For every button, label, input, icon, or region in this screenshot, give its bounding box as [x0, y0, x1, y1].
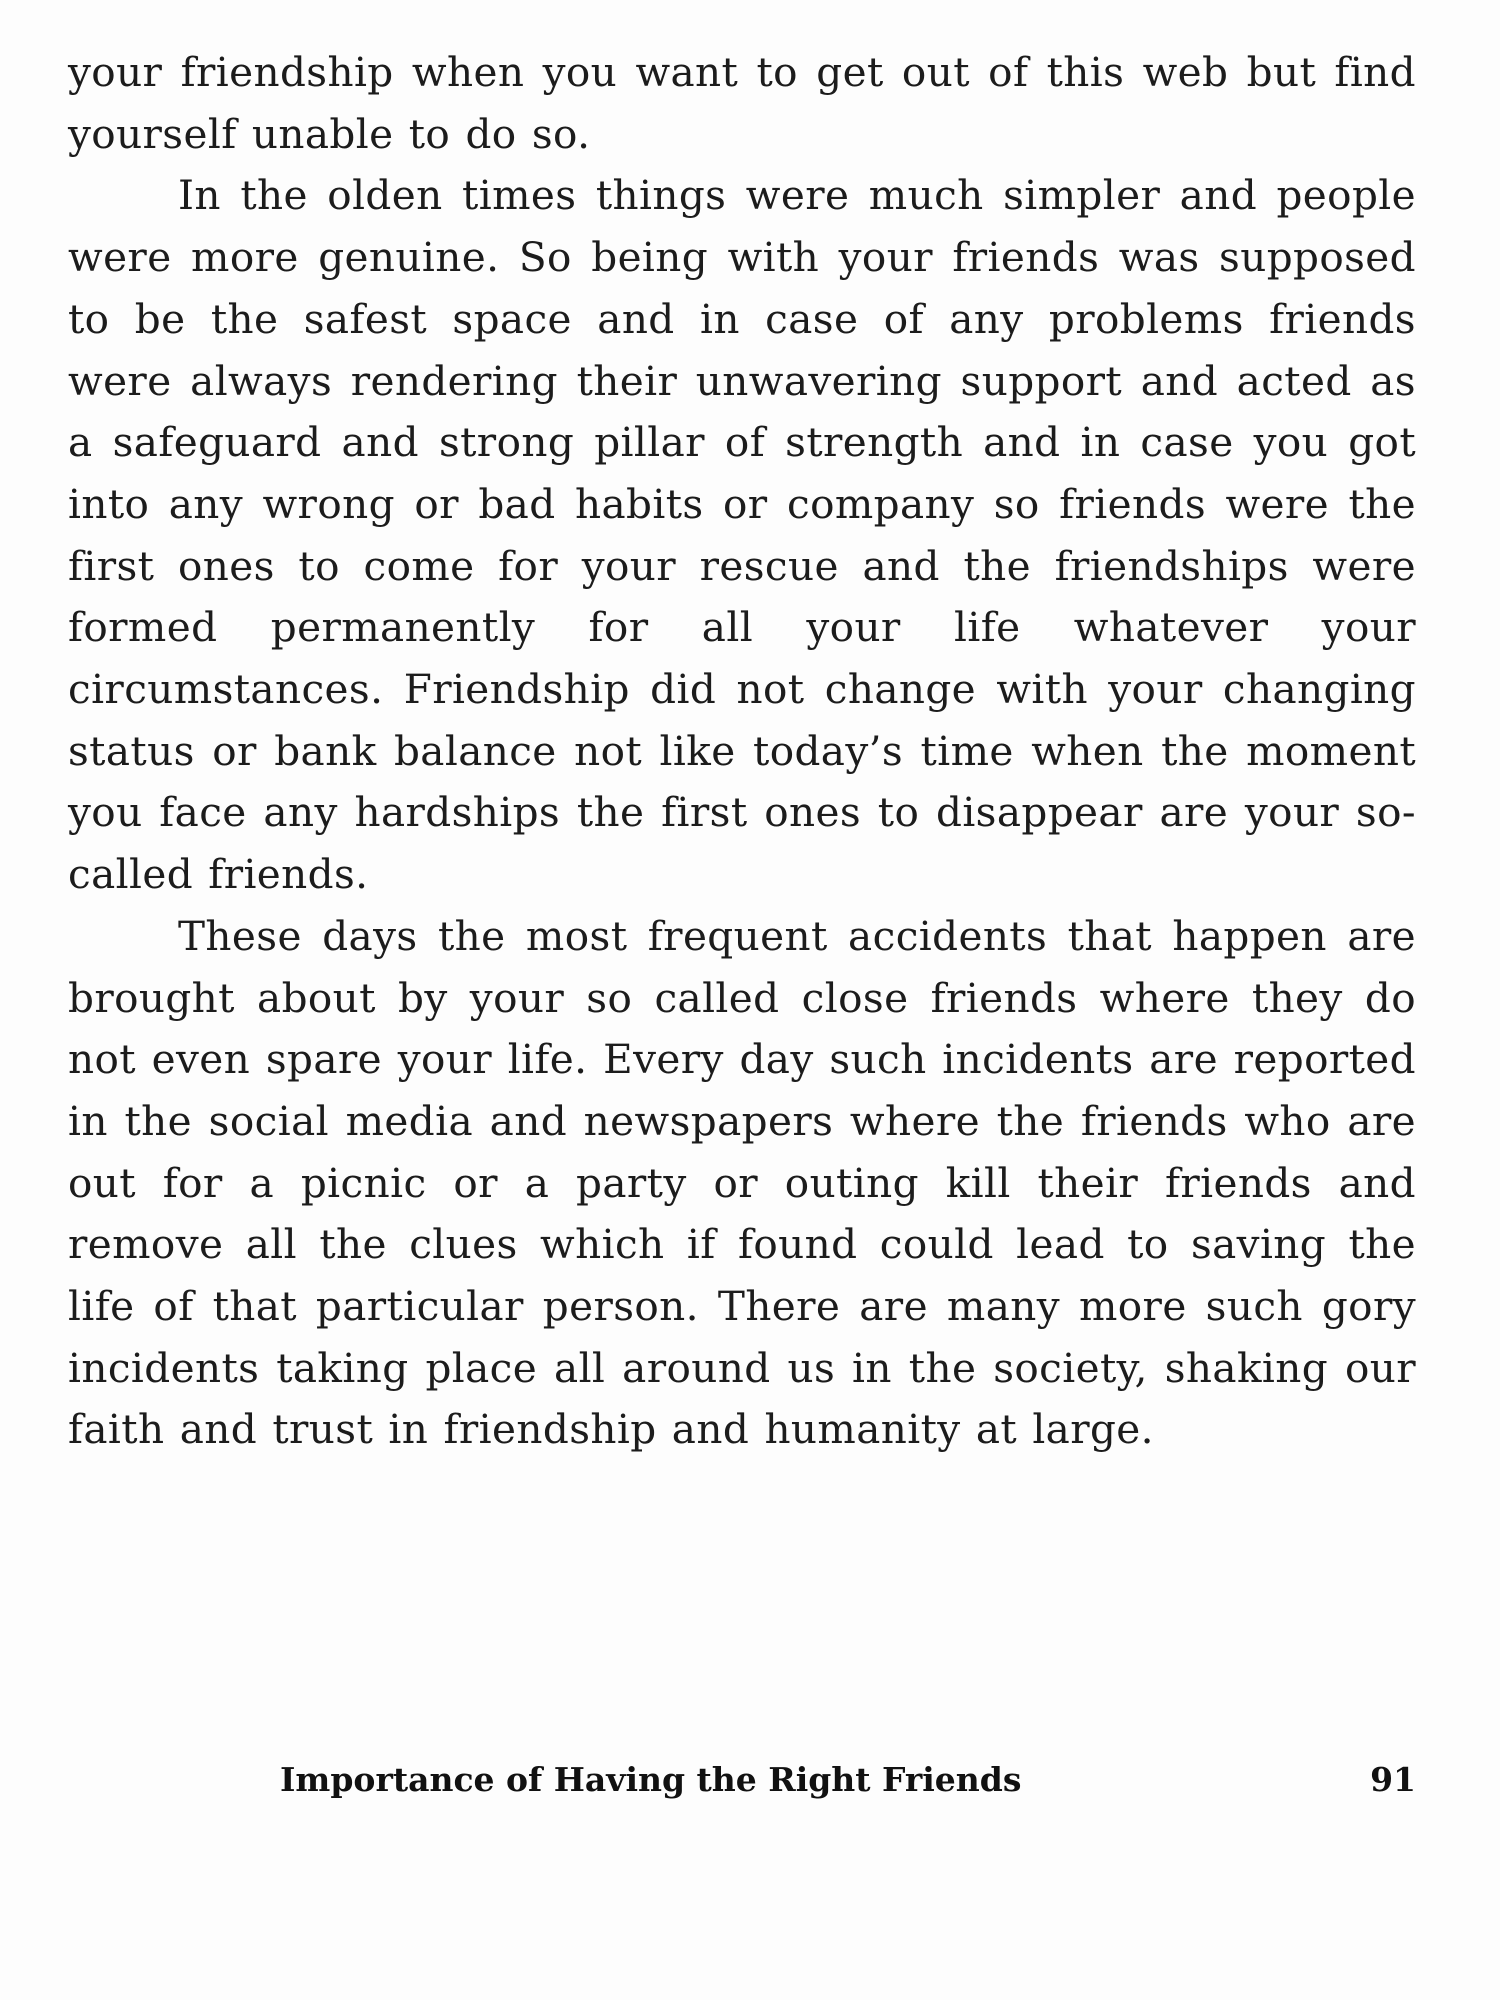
paragraph-continuation: your friendship when you want to get out of this web but find yourself unable to do so.	[68, 48, 1416, 158]
body-text	[68, 42, 1416, 1461]
page-number: 91	[1370, 1760, 1416, 1799]
paragraph-olden-times: In the olden times things were much simpler and people were more genuine. So being with your friends was supposed to be the safest space and in case of any problems friends were always rendering their unwavering support and acted as a safeguard and strong pillar of strength and in case you got into any wrong or bad habits or company so friends were the first ones to come for your rescue and the friendships were formed permanently for all your life whatever your circumstances. Friendship did not change with your changing status or bank balance not like today’s time when the moment you face any hardships the first ones to disappear are your so-called friends.	[68, 171, 1416, 899]
running-footer-title: Importance of Having the Right Friends	[280, 1760, 1022, 1799]
page-footer	[68, 1760, 1416, 1810]
paragraph-these-days: These days the most frequent accidents that happen are brought about by your so called close friends where they do not even spare your life. Every day such incidents are reported in the social media and newspapers where the friends who are out for a picnic or a party or outing kill their friends and remove all the clues which if found could lead to saving the life of that particular person. There are many more such gory incidents taking place all around us in the society, shaking our faith and trust in friendship and humanity at large.	[68, 911, 1416, 1454]
